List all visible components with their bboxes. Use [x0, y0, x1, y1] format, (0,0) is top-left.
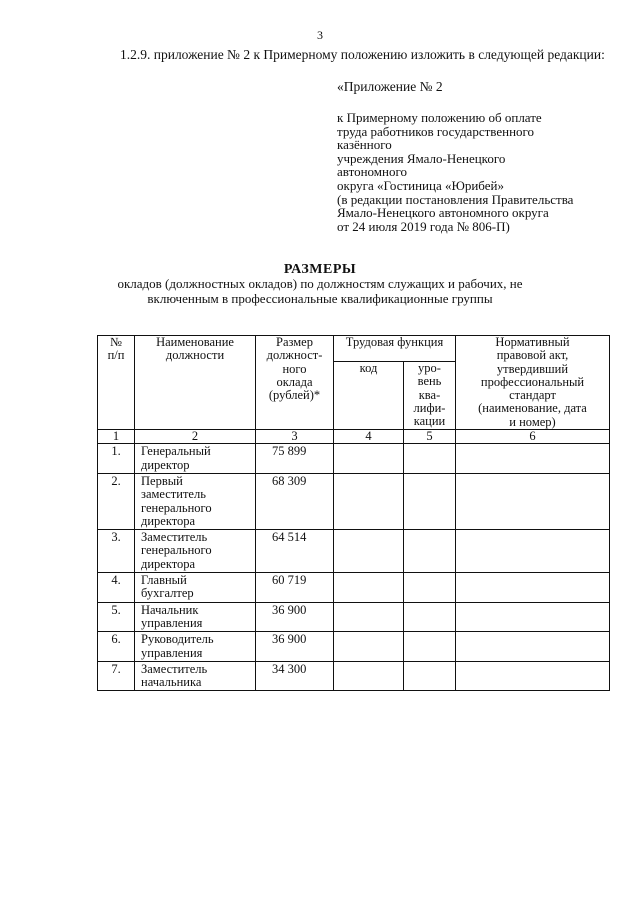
row-level: [404, 530, 456, 573]
row-salary: 34 300: [256, 661, 334, 691]
header-labor-function: Трудовая функция: [334, 336, 456, 362]
row-position: Генеральный директор: [135, 444, 256, 474]
appendix-line: учреждения Ямало-Ненецкого: [337, 150, 506, 166]
row-num: 7.: [98, 661, 135, 691]
table-row: [98, 530, 610, 573]
appendix-line: (в редакции постановления Правительства: [337, 191, 574, 207]
appendix-reference: [337, 111, 617, 233]
appendix-line: труда работников государственного: [337, 123, 535, 139]
document-subtitle: окладов (должностных окладов) по должностям служащих и рабочих, не включенным в профессиональные квалификационные группы: [117, 276, 523, 306]
document-title: РАЗМЕРЫ: [283, 262, 357, 277]
row-level: [404, 473, 456, 529]
column-number: 6: [456, 430, 610, 444]
table-row: [98, 602, 610, 632]
appendix-line: к Примерному положению об оплате: [337, 110, 542, 125]
row-num: 1.: [98, 444, 135, 474]
table-row: [98, 632, 610, 662]
row-salary: 60 719: [256, 573, 334, 603]
column-numbers-row: [98, 430, 610, 444]
row-position: Заместитель генерального директора: [135, 530, 256, 573]
row-level: [404, 444, 456, 474]
row-position: Главный бухгалтер: [135, 573, 256, 603]
row-act: [456, 632, 610, 662]
table-row: [98, 661, 610, 691]
row-code: [334, 530, 404, 573]
header-normative-act: Нормативный правовой акт, утвердивший профессиональный стандарт (наименование, дата и номер): [456, 336, 610, 430]
appendix-line: автономного: [337, 164, 407, 180]
column-number: 3: [256, 430, 334, 444]
amendment-paragraph: 1.2.9. приложение № 2 к Примерному положению изложить в следующей редакции:: [120, 47, 605, 62]
salary-table: [97, 335, 610, 691]
header-row: [98, 336, 610, 362]
header-salary: Размер должност- ного оклада (рублей)*: [256, 336, 334, 430]
row-position: Начальник управления: [135, 602, 256, 632]
row-act: [456, 473, 610, 529]
row-num: 2.: [98, 473, 135, 529]
row-code: [334, 444, 404, 474]
row-act: [456, 602, 610, 632]
row-salary: 68 309: [256, 473, 334, 529]
appendix-title: «Приложение № 2: [337, 79, 443, 94]
row-position: Заместитель начальника: [135, 661, 256, 691]
column-number: 2: [135, 430, 256, 444]
row-act: [456, 444, 610, 474]
header-position: Наименование должности: [135, 336, 256, 430]
row-num: 3.: [98, 530, 135, 573]
row-code: [334, 602, 404, 632]
row-act: [456, 530, 610, 573]
row-level: [404, 573, 456, 603]
appendix-line: казённого: [337, 137, 392, 153]
header-code: код: [334, 362, 404, 430]
row-code: [334, 632, 404, 662]
header-num: № п/п: [98, 336, 135, 430]
page-number: 3: [317, 28, 323, 42]
row-position: Руководитель управления: [135, 632, 256, 662]
row-code: [334, 573, 404, 603]
column-number: 5: [404, 430, 456, 444]
table-row: [98, 444, 610, 474]
row-code: [334, 661, 404, 691]
appendix-line: Ямало-Ненецкого автономного округа: [337, 205, 549, 221]
appendix-line: округа «Гостиница «Юрибей»: [337, 177, 504, 193]
row-level: [404, 632, 456, 662]
column-number: 4: [334, 430, 404, 444]
row-level: [404, 661, 456, 691]
row-code: [334, 473, 404, 529]
row-act: [456, 661, 610, 691]
column-number: 1: [98, 430, 135, 444]
row-level: [404, 602, 456, 632]
table-row: [98, 473, 610, 529]
row-salary: 36 900: [256, 632, 334, 662]
row-num: 6.: [98, 632, 135, 662]
row-salary: 36 900: [256, 602, 334, 632]
table-row: [98, 573, 610, 603]
row-act: [456, 573, 610, 603]
row-salary: 75 899: [256, 444, 334, 474]
appendix-line: от 24 июля 2019 года № 806-П): [337, 218, 510, 234]
row-position: Первый заместитель генерального директора: [135, 473, 256, 529]
row-salary: 64 514: [256, 530, 334, 573]
row-num: 5.: [98, 602, 135, 632]
header-level: уро- вень ква- лифи- кации: [404, 362, 456, 430]
row-num: 4.: [98, 573, 135, 603]
